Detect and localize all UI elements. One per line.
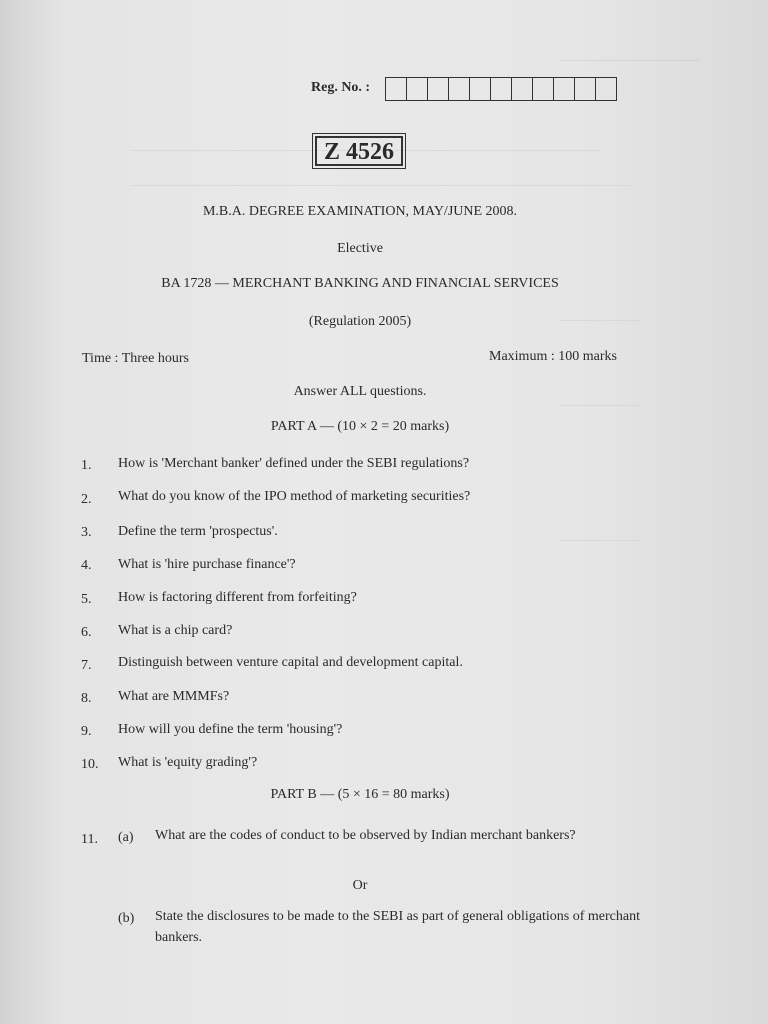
question-number: 1. bbox=[81, 458, 92, 473]
question-text: What is 'hire purchase finance'? bbox=[118, 557, 296, 572]
exam-instruction: Answer ALL questions. bbox=[293, 384, 427, 399]
question-number: 5. bbox=[81, 592, 92, 607]
question-text: How will you define the term 'housing'? bbox=[118, 722, 343, 737]
exam-time: Time : Three hours bbox=[82, 351, 189, 366]
reg-no-digit-box bbox=[554, 78, 575, 100]
paper-code: Z 4526 bbox=[315, 136, 403, 166]
reg-no-digit-box bbox=[428, 78, 449, 100]
question-number: 6. bbox=[81, 625, 92, 640]
reg-no-digit-box bbox=[575, 78, 596, 100]
paper-code-box bbox=[312, 133, 406, 169]
exam-max-marks: Maximum : 100 marks bbox=[489, 349, 617, 364]
part-a-heading: PART A — (10 × 2 = 20 marks) bbox=[270, 419, 450, 434]
reg-no-digit-box bbox=[596, 78, 616, 100]
reg-no-digit-box bbox=[512, 78, 533, 100]
exam-title: M.B.A. DEGREE EXAMINATION, MAY/JUNE 2008. bbox=[202, 204, 518, 219]
question-number: 10. bbox=[81, 757, 99, 772]
question-text: What is 'equity grading'? bbox=[118, 755, 258, 770]
question-text: What is a chip card? bbox=[118, 623, 233, 638]
question-number: 2. bbox=[81, 492, 92, 507]
sub-question-text: What are the codes of conduct to be observed by Indian merchant bankers? bbox=[155, 828, 576, 843]
question-text: How is factoring different from forfeiting? bbox=[118, 590, 357, 605]
show-through-mark bbox=[130, 185, 630, 194]
question-text: Distinguish between venture capital and development capital. bbox=[118, 655, 463, 670]
question-text: What do you know of the IPO method of marketing securities? bbox=[118, 489, 471, 504]
reg-no-digit-box bbox=[491, 78, 512, 100]
question-number: 9. bbox=[81, 724, 92, 739]
question-number: 3. bbox=[81, 525, 92, 540]
show-through-mark bbox=[560, 405, 640, 414]
question-text: What are MMMFs? bbox=[118, 689, 230, 704]
reg-no-label: Reg. No. : bbox=[311, 80, 371, 95]
sub-question-label: (b) bbox=[118, 911, 135, 926]
exam-regulation: (Regulation 2005) bbox=[308, 314, 412, 329]
question-text: Define the term 'prospectus'. bbox=[118, 524, 278, 539]
question-number: 8. bbox=[81, 691, 92, 706]
reg-no-boxes bbox=[385, 77, 617, 101]
question-number: 11. bbox=[81, 832, 98, 847]
exam-category: Elective bbox=[337, 241, 383, 256]
question-number: 4. bbox=[81, 558, 92, 573]
sub-question-label: (a) bbox=[118, 830, 134, 845]
reg-no-digit-box bbox=[533, 78, 554, 100]
question-text: How is 'Merchant banker' defined under the SEBI regulations? bbox=[118, 456, 470, 471]
reg-no-digit-box bbox=[407, 78, 428, 100]
show-through-mark bbox=[560, 540, 640, 549]
reg-no-digit-box bbox=[386, 78, 407, 100]
reg-no-digit-box bbox=[470, 78, 491, 100]
sub-question-text: State the disclosures to be made to the SEBI as part of general obligations of merchant bankers. bbox=[155, 909, 640, 945]
question-number: 7. bbox=[81, 658, 92, 673]
exam-subject: BA 1728 — MERCHANT BANKING AND FINANCIAL SERVICES bbox=[161, 276, 559, 291]
or-separator: Or bbox=[352, 878, 368, 893]
reg-no-digit-box bbox=[449, 78, 470, 100]
show-through-mark bbox=[560, 60, 700, 69]
part-b-heading: PART B — (5 × 16 = 80 marks) bbox=[270, 787, 450, 802]
